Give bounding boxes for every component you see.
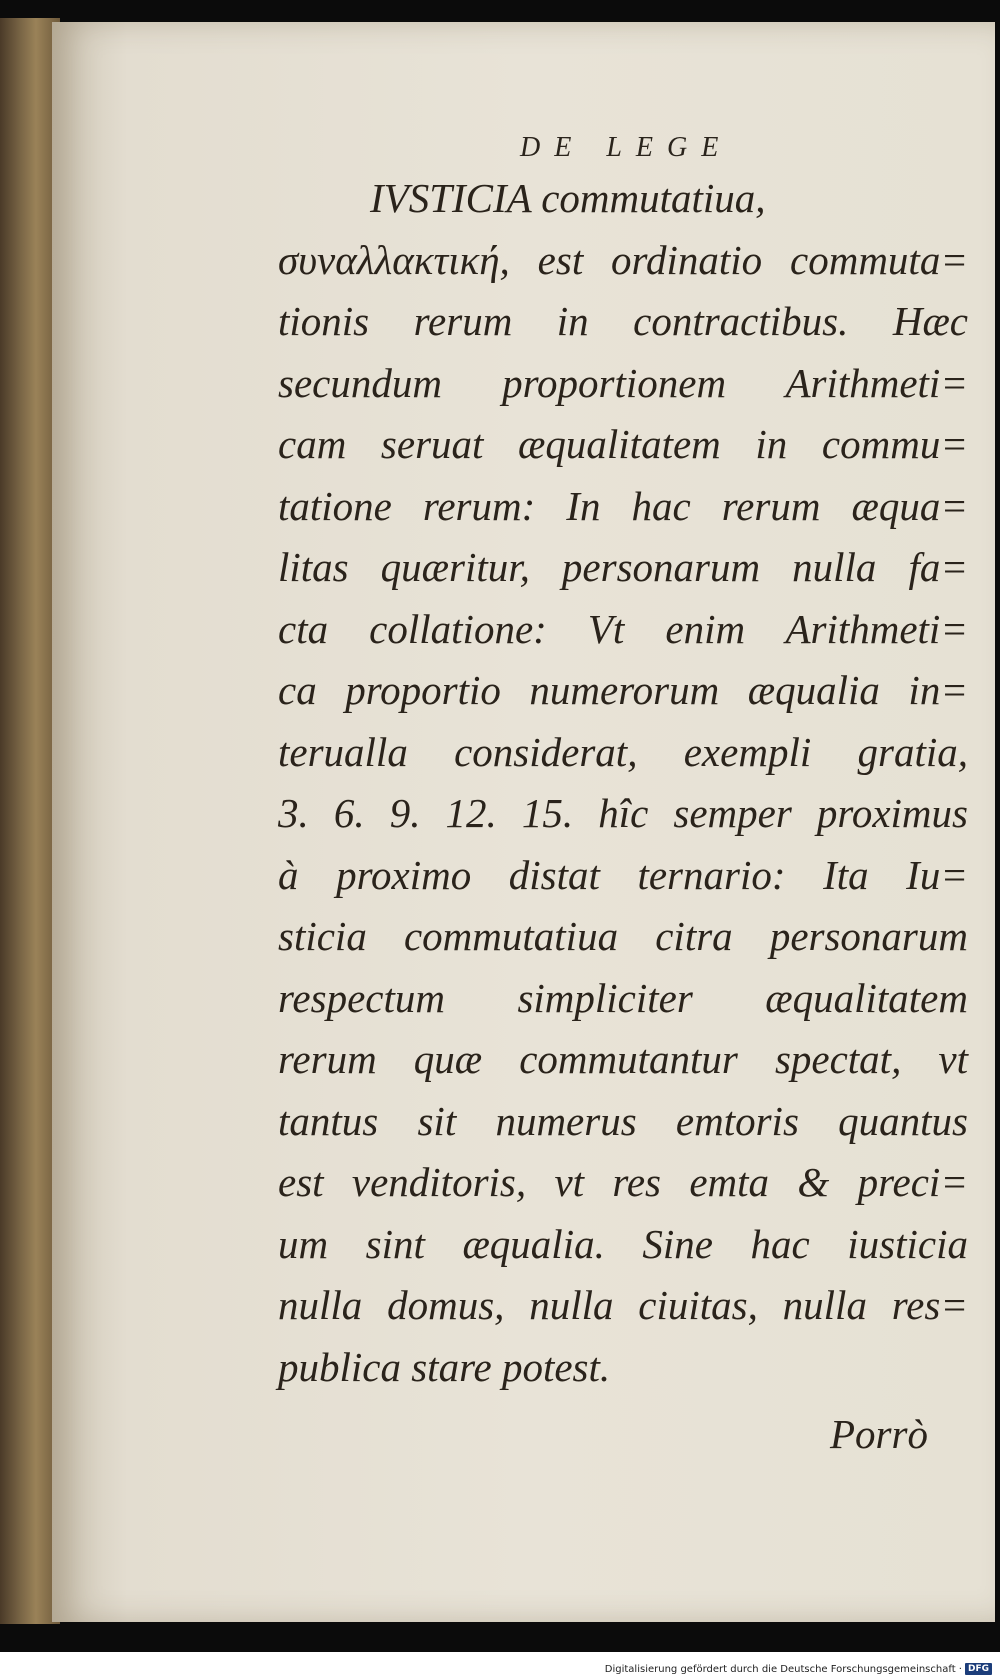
text-line: rerum quæ commutantur spectat, vt	[278, 1036, 968, 1082]
text-line: à proximo distat ternario: Ita Iu=	[278, 851, 968, 898]
text-line: est venditoris, vt res emta & preci=	[278, 1159, 968, 1205]
text-line: 3. 6. 9. 12. 15. hîc semper proximus	[278, 790, 968, 836]
text-line: publica stare potest.	[278, 1343, 611, 1390]
text-line: συναλλακτική, est ordinatio commuta=	[278, 236, 968, 283]
text-line: litas quæritur, personarum nulla fa=	[278, 544, 968, 590]
digitization-credit	[605, 1663, 992, 1675]
catchword: Porrò	[830, 1411, 928, 1457]
text-line: um sint æqualia. Sine hac iusticia	[278, 1220, 968, 1267]
text-line: terualla considerat, exempli gratia,	[278, 728, 968, 775]
text-line: IVSTICIA commutatiua,	[370, 175, 766, 221]
text-line: tionis rerum in contractibus. Hæc	[278, 298, 968, 344]
text-line: tatione rerum: In hac rerum æqua=	[278, 482, 968, 529]
text-line: ca proportio numerorum æqualia in=	[278, 667, 968, 713]
text-line: cam seruat æqualitatem in commu=	[278, 421, 968, 467]
dfg-logo-icon: DFG	[965, 1663, 992, 1675]
running-head: DE LEGE	[520, 132, 733, 163]
text-line: tantus sit numerus emtoris quantus	[278, 1097, 968, 1144]
text-line: nulla domus, nulla ciuitas, nulla res=	[278, 1282, 968, 1328]
text-line: sticia commutatiua citra personarum	[278, 913, 968, 959]
book-binding-edge	[0, 18, 60, 1624]
text-line: respectum simpliciter æqualitatem	[278, 974, 968, 1021]
page-body-text	[278, 168, 968, 1398]
text-line: cta collatione: Vt enim Arithmeti=	[278, 605, 968, 652]
text-line: secundum proportionem Arithmeti=	[278, 359, 968, 406]
credit-text: Digitalisierung gefördert durch die Deutsche Forschungsgemeinschaft ·	[604, 1663, 962, 1675]
